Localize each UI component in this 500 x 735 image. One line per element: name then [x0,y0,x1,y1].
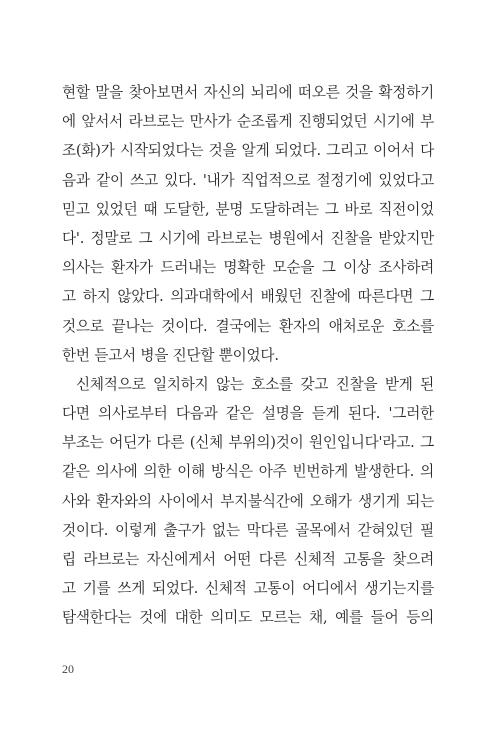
text-line: 것으로 끝나는 것이다. 결국에는 환자의 애처로운 호소를 [62,317,434,335]
text-line: 부조는 어딘가 다른 (신체 부위의)것이 원인입니다'라고. 그 [62,434,434,452]
text-line: 사와 환자와의 사이에서 부지불식간에 오해가 생기게 되는 [62,492,434,510]
text-line: 립 라브로는 자신에게서 어떤 다른 신체적 고통을 찾으려 [62,551,434,568]
text-line: 믿고 있었던 때 도달한, 분명 도달하려는 그 바로 직전이었 [62,200,434,218]
text-line: 고 기를 쓰게 되었다. 신체적 고통이 어디에서 생기는지를 [62,580,434,598]
text-line: 다면 의사로부터 다음과 같은 설명을 듣게 된다. '그러한 [62,405,434,423]
text-line: 음과 같이 쓰고 있다. '내가 직업적으로 절정기에 있었다고 [62,171,434,189]
body-text [62,78,434,633]
page-number: 20 [62,662,74,676]
text-line: 에 앞서서 라브로는 만사가 순조롭게 진행되었던 시기에 부 [62,113,434,131]
text-line: 현할 말을 찾아보면서 자신의 뇌리에 떠오른 것을 확정하기 [62,84,434,101]
text-line: 의사는 환자가 드러내는 명확한 모순을 그 이상 조사하려 [62,259,434,277]
text-line: 탐색한다는 것에 대한 의미도 모르는 채, 예를 들어 등의 [62,609,434,627]
text-line: 신체적으로 일치하지 않는 호소를 갖고 진찰을 받게 된 [76,375,434,393]
text-line: 한번 듣고서 병을 진단할 뿐이었다. [62,346,279,364]
text-line: 고 하지 않았다. 의과대학에서 배웠던 진찰에 따른다면 그 [62,288,434,306]
text-line: 다'. 정말로 그 시기에 라브로는 병원에서 진찰을 받았지만 [62,229,434,247]
text-line: 조(화)가 시작되었다는 것을 알게 되었다. 그리고 이어서 다 [62,142,434,160]
text-line: 같은 의사에 의한 이해 방식은 아주 빈번하게 발생한다. 의 [62,463,434,481]
text-line: 것이다. 이렇게 출구가 없는 막다른 골목에서 갇혀있던 필 [62,521,434,539]
